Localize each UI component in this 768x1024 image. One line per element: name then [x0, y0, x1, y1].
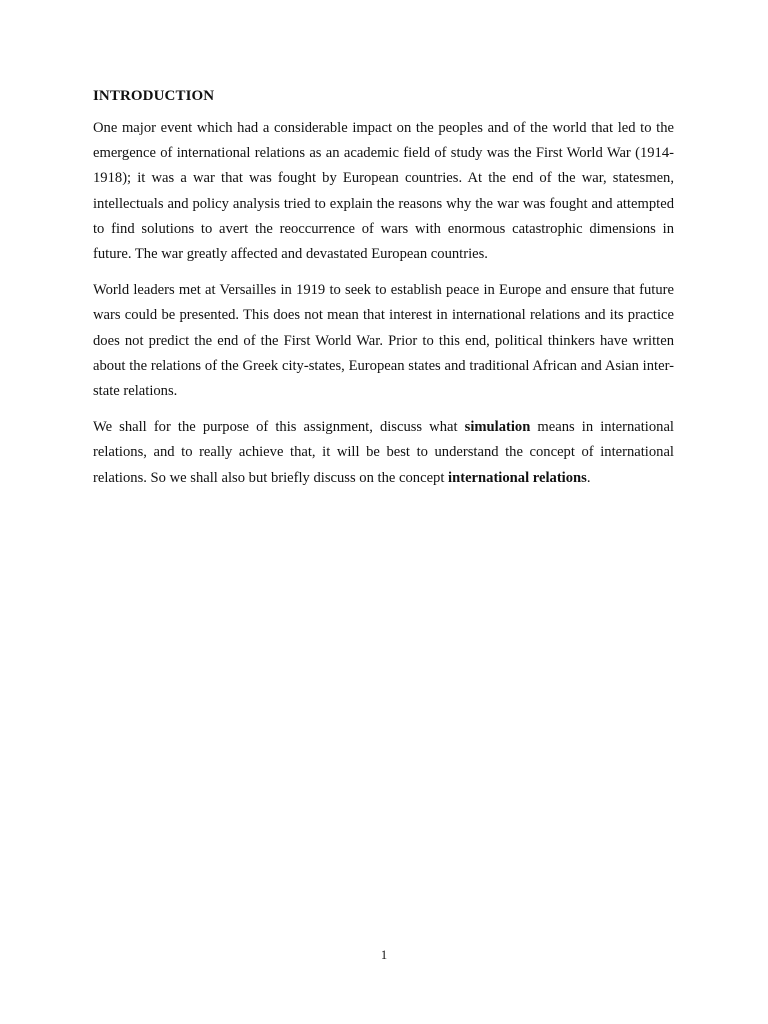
paragraph-2: World leaders met at Versailles in 1919 to seek to establish peace in Europe and ensure that future wars could be presented. This does not mean that interest in international relations and its practice does not predict the end of the First World War. Prior to this end, political thinkers have written about the relations of the Greek city-states, European states and traditional African and Asian inter-state relations. — [93, 282, 674, 400]
paragraph-3-text-1: We shall for the purpose of this assignment, discuss what — [93, 419, 465, 436]
term-international-relations: international relations — [448, 469, 587, 486]
page-number: 1 — [380, 948, 388, 962]
paragraph-3-text-3: . — [586, 469, 591, 486]
section-heading: INTRODUCTION — [93, 88, 215, 104]
paragraph-1: One major event which had a considerable impact on the peoples and of the world that led to the emergence of international relations as an academic field of study was the First World War (1914-1918); it was a war that was fought by European countries. At the end of the war, statesmen, intellectuals and policy analysis tried to explain the reasons why the war was fought and attempted to find solutions to avert the reoccurrence of wars with enormous catastrophic dimensions in future. The war greatly affected and devastated European countries. — [93, 120, 674, 263]
page-body — [93, 86, 674, 502]
paragraph-3 — [93, 415, 674, 491]
term-simulation: simulation — [464, 419, 531, 436]
paragraph-3-text-2: means in international relations, and to really achieve that, it will be best to understand the concept of international relations. So we shall also but briefly discuss on the concept — [93, 419, 674, 486]
